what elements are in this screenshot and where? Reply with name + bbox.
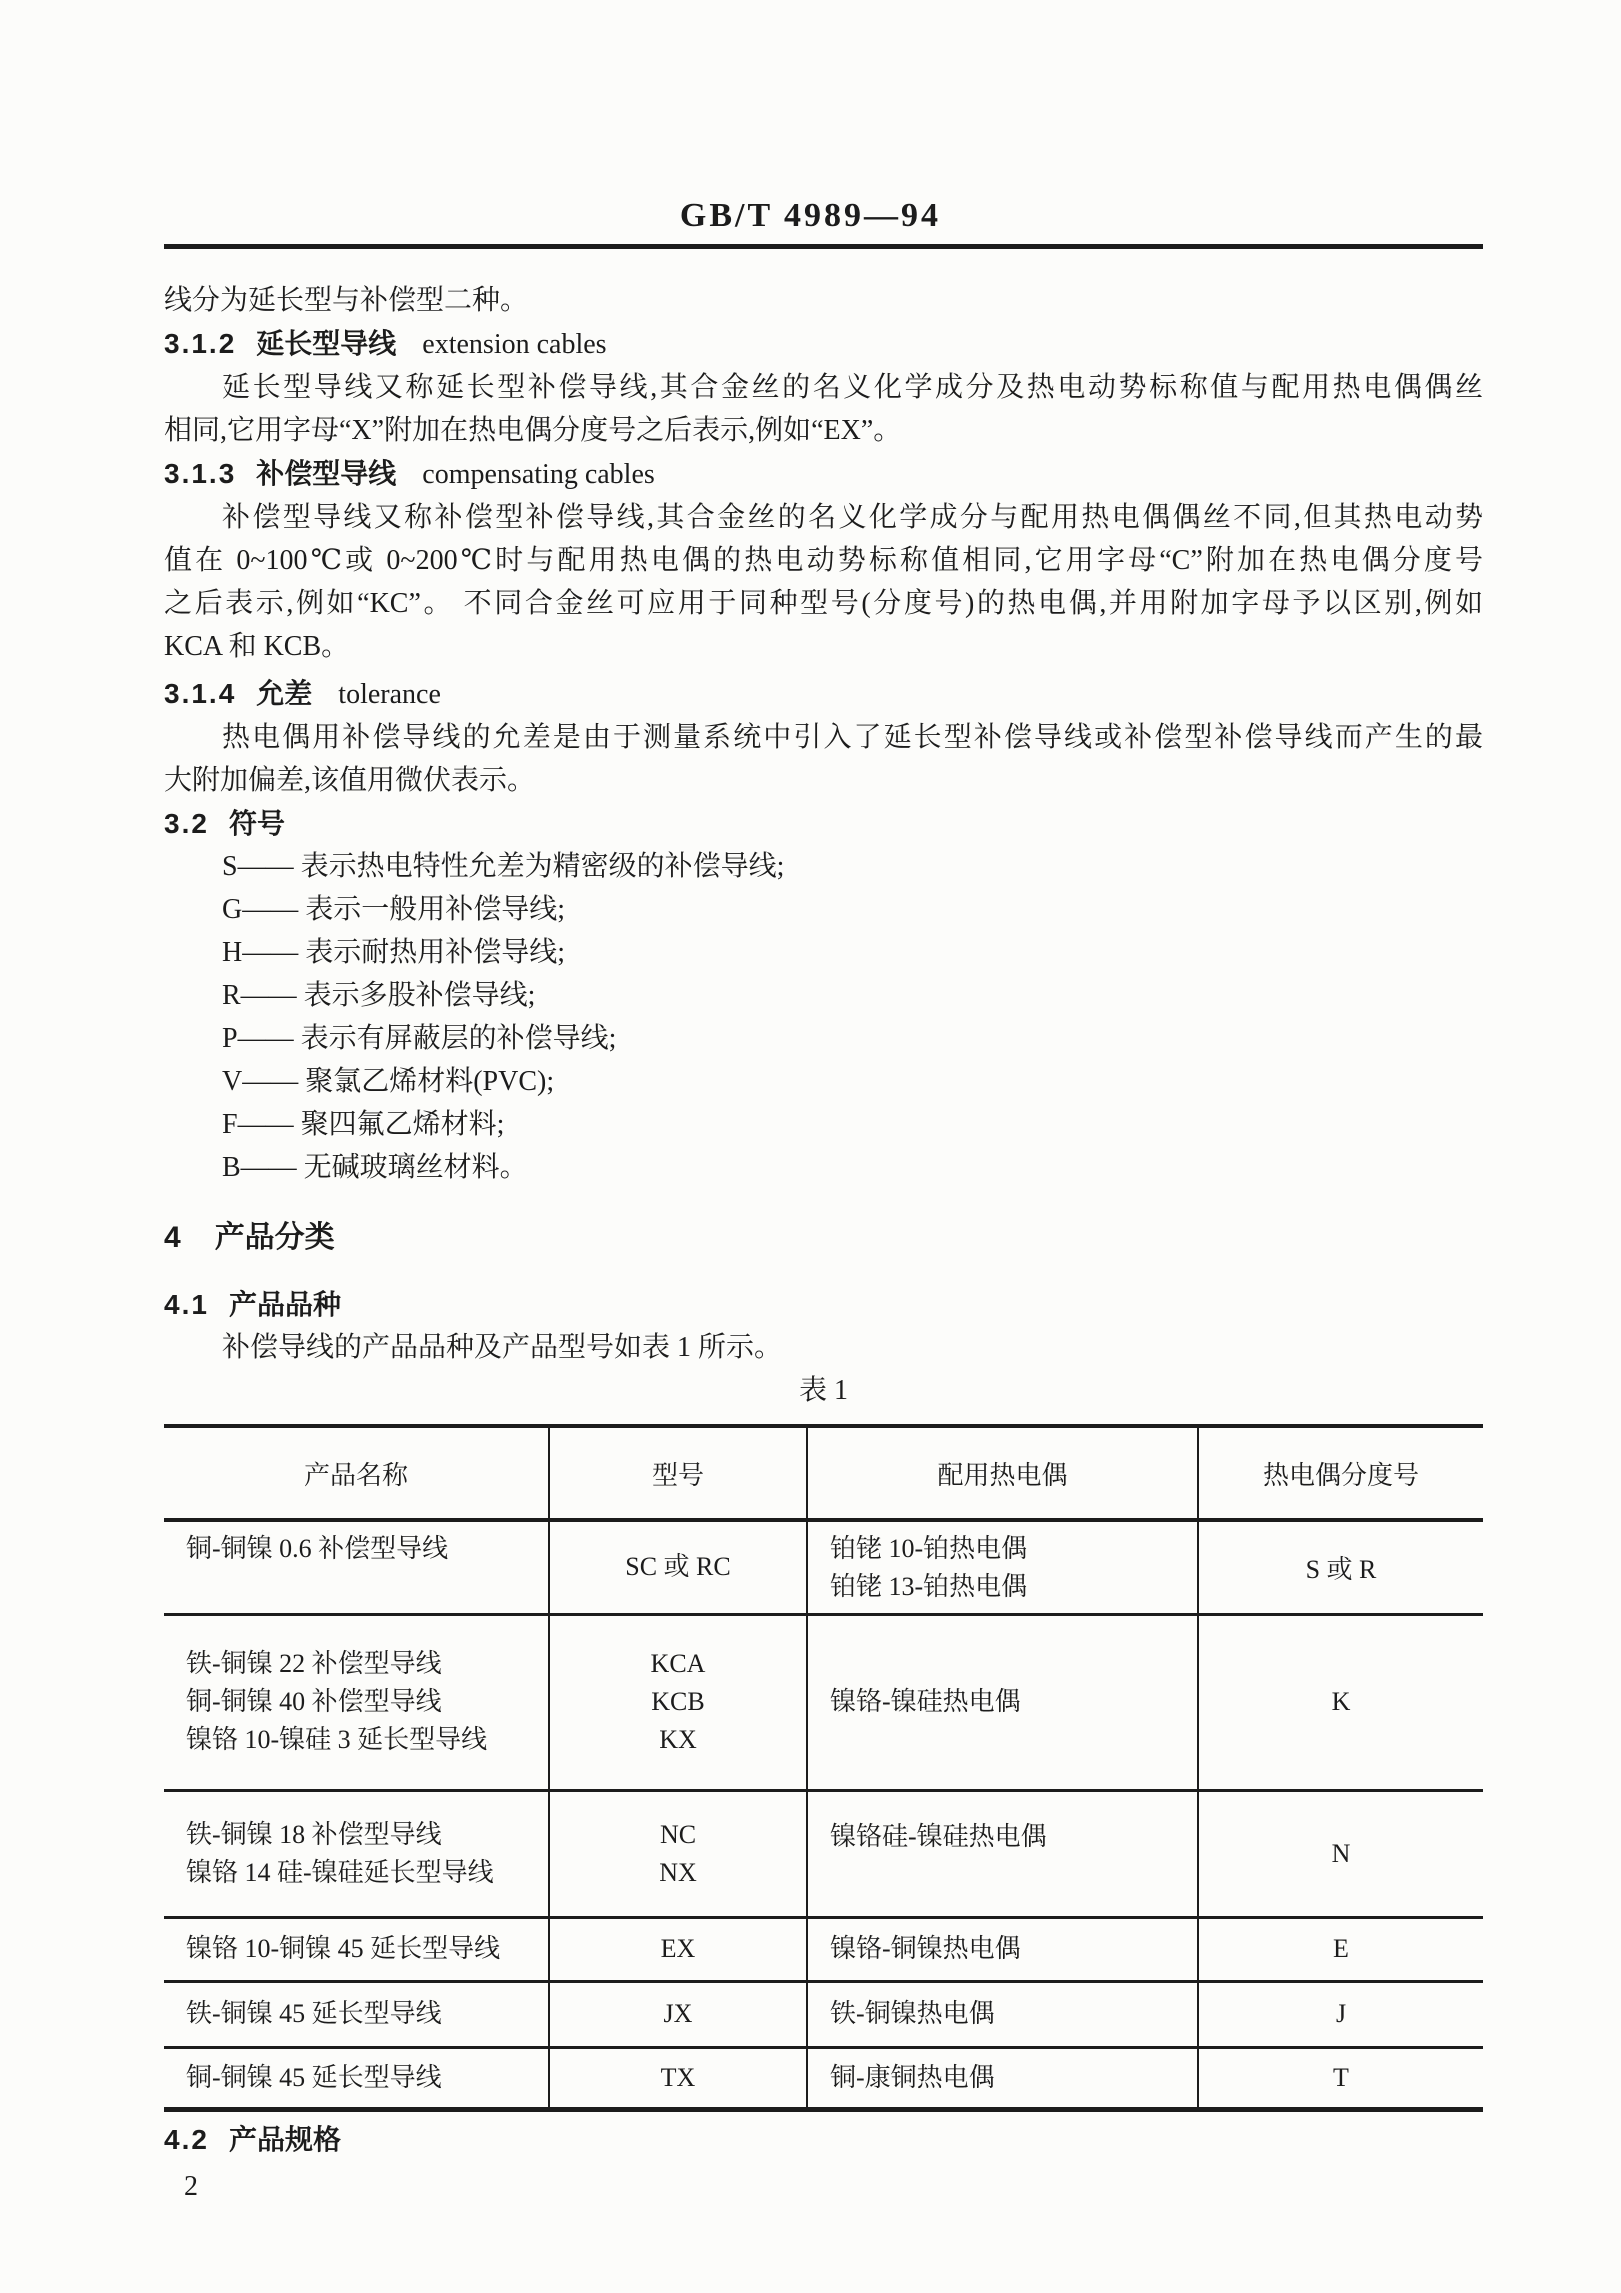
cell-text: 铜-铜镍 45 延长型导线 [186, 2062, 442, 2092]
clause-title-zh: 符号 [228, 808, 285, 839]
section-heading-4 [164, 1215, 1483, 1261]
symbol-item: F—— 聚四氟乙烯材料; [222, 1109, 505, 1140]
paragraph-line: 线分为延长型与补偿型二种。 [164, 285, 529, 316]
table-row [164, 1917, 1483, 1981]
symbol-item: P—— 表示有屏蔽层的补偿导线; [222, 1023, 617, 1054]
cell-index: J [1198, 1981, 1483, 2047]
doc-number: GB/T 4989—94 [679, 197, 942, 234]
cell-text: 镍铬硅-镍硅热电偶 [830, 1821, 1047, 1851]
clause-number: 3.1.3 [164, 458, 237, 489]
cell-text: 镍铬-铜镍热电偶 [830, 1934, 1021, 1963]
symbol-item: H—— 表示耐热用补偿导线; [222, 937, 566, 968]
cell-model [549, 1614, 807, 1790]
clause-title-zh: 补偿型导线 [256, 458, 397, 489]
column-header-product-name: 产品名称 [303, 1460, 408, 1490]
cell-text: 铜-铜镍 0.6 补偿型导线 [186, 1534, 449, 1563]
cell-thermocouple [807, 1981, 1198, 2047]
cell-product-name [164, 2047, 549, 2109]
cell-model: JX [549, 1981, 807, 2047]
clause-number: 4 [164, 1221, 183, 1254]
cell-text: 镍铬 14 硅-镍硅延长型导线 [186, 1857, 494, 1887]
clause-heading-3-1-3 [164, 452, 1483, 496]
cell-index: S 或 R [1198, 1520, 1483, 1614]
table-header-row [164, 1426, 1483, 1520]
clause-title-zh: 产品分类 [214, 1221, 335, 1254]
cell-index: K [1198, 1614, 1483, 1790]
cell-text: SC 或 RC [625, 1552, 731, 1582]
clause-number: 3.2 [164, 808, 209, 839]
cell-text: KCB [651, 1687, 705, 1716]
cell-text: 铂铑 10-铂热电偶 [830, 1534, 1028, 1563]
paragraph-line: 补偿导线的产品品种及产品型号如表 1 所示。 [222, 1332, 783, 1363]
clause-number: 4.2 [164, 2123, 209, 2155]
column-header-thermocouple: 配用热电偶 [807, 1426, 1198, 1520]
cell-text: 镍铬 10-镍硅 3 延长型导线 [186, 1725, 488, 1754]
clause-heading-3-2 [164, 802, 1483, 845]
cell-model: TX [549, 2047, 807, 2109]
clause-number: 3.1.4 [164, 678, 237, 709]
cell-index: E [1198, 1917, 1483, 1981]
paragraph-line: 之后表示,例如“KC”。 不同合金丝可应用于同种型号(分度号)的热电偶,并用附加字母予以区别,例如 [164, 588, 1483, 619]
cell-text: 铂铑 13-铂热电偶 [830, 1572, 1028, 1601]
cell-thermocouple [807, 1917, 1198, 1981]
symbol-item: B—— 无碱玻璃丝材料。 [222, 1152, 528, 1183]
cell-text: 铁-铜镍 22 补偿型导线 [186, 1649, 442, 1678]
column-header-index: 热电偶分度号 [1198, 1426, 1483, 1520]
clause-heading-3-1-2 [164, 322, 1483, 366]
clause-heading-4-2 [164, 2118, 1483, 2161]
symbol-item: V—— 聚氯乙烯材料(PVC); [222, 1066, 555, 1097]
clause-heading-4-1 [164, 1283, 1483, 1326]
clause-title-en: tolerance [338, 679, 441, 710]
paragraph-line: 补偿型导线又称补偿型补偿导线,其合金丝的名义化学成分与配用热电偶偶丝不同,但其热电动势 [222, 502, 1483, 533]
paragraph-line: 相同,它用字母“X”附加在热电偶分度号之后表示,例如“EX”。 [164, 415, 902, 446]
clause-heading-3-1-4 [164, 672, 1483, 716]
cell-thermocouple [807, 2047, 1198, 2109]
cell-model: EX [549, 1917, 807, 1981]
clause-title-en: compensating cables [422, 459, 655, 490]
symbol-item: G—— 表示一般用补偿导线; [222, 894, 566, 925]
clause-title-zh: 产品品种 [228, 1289, 341, 1320]
cell-index: T [1198, 2047, 1483, 2109]
clause-title-zh: 产品规格 [228, 2123, 341, 2155]
cell-thermocouple [807, 1790, 1198, 1917]
header-rule [164, 244, 1483, 249]
cell-text: 铁-铜镍热电偶 [830, 1999, 995, 2028]
page-number: 2 [184, 2170, 198, 2202]
table-row [164, 1981, 1483, 2047]
column-header-model: 型号 [549, 1426, 807, 1520]
table-row [164, 1790, 1483, 1917]
table-row [164, 2047, 1483, 2109]
table-1 [164, 1424, 1483, 2112]
clause-number: 3.1.2 [164, 328, 237, 359]
symbol-item: R—— 表示多股补偿导线; [222, 980, 536, 1011]
cell-text: NX [659, 1857, 697, 1887]
paragraph-line: 值在 0~100℃或 0~200℃时与配用热电偶的热电动势标称值相同,它用字母“C”附加在热电偶分度号 [164, 545, 1483, 576]
cell-text: 铁-铜镍 18 补偿型导线 [186, 1819, 442, 1849]
cell-product-name [164, 1981, 549, 2047]
cell-text: KX [659, 1725, 697, 1754]
paragraph-line: 延长型导线又称延长型补偿导线,其合金丝的名义化学成分及热电动势标称值与配用热电偶偶丝 [222, 372, 1483, 403]
paragraph-line: KCA 和 KCB。 [164, 631, 350, 662]
cell-text: 铁-铜镍 45 延长型导线 [186, 1999, 442, 2028]
cell-product-name [164, 1520, 549, 1614]
cell-model [549, 1790, 807, 1917]
table-row [164, 1520, 1483, 1614]
cell-index: N [1198, 1790, 1483, 1917]
document-body [0, 279, 1621, 2208]
clause-title-en: extension cables [422, 329, 607, 360]
paragraph-line: 大附加偏差,该值用微伏表示。 [164, 765, 536, 796]
paragraph-line: 热电偶用补偿导线的允差是由于测量系统中引入了延长型补偿导线或补偿型补偿导线而产生的最 [222, 722, 1483, 753]
cell-text: NC [659, 1819, 697, 1849]
table-caption: 表 1 [798, 1375, 848, 1406]
table-row [164, 1614, 1483, 1790]
cell-model [549, 1520, 807, 1614]
clause-title-zh: 延长型导线 [256, 328, 397, 359]
cell-product-name [164, 1790, 549, 1917]
cell-text: 镍铬 10-铜镍 45 延长型导线 [186, 1934, 501, 1963]
cell-text: 铜-康铜热电偶 [830, 2062, 995, 2092]
symbol-list [164, 845, 1483, 1189]
cell-text: KCA [650, 1649, 706, 1678]
cell-product-name [164, 1917, 549, 1981]
cell-text: 镍铬-镍硅热电偶 [830, 1687, 1021, 1716]
cell-product-name [164, 1614, 549, 1790]
symbol-item: S—— 表示热电特性允差为精密级的补偿导线; [222, 851, 785, 882]
cell-thermocouple [807, 1520, 1198, 1614]
clause-number: 4.1 [164, 1289, 209, 1320]
clause-title-zh: 允差 [256, 678, 313, 709]
cell-thermocouple [807, 1614, 1198, 1790]
cell-text: 铜-铜镍 40 补偿型导线 [186, 1687, 442, 1716]
